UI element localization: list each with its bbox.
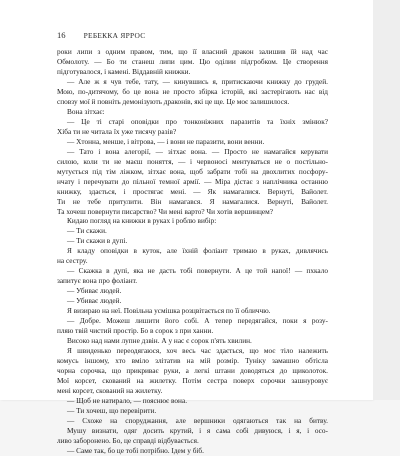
running-title: РЕБЕККА ЯРРОС	[83, 31, 146, 40]
text-line: Високо над нами лупне дзвін. А у нас є сорок п'ять хвилин.	[67, 336, 252, 346]
text-line: Мушу визнати, одяг досить крутий, і я сама собі дивуюся, і я, і осо-	[67, 425, 328, 435]
text-line: Я швиденько переодягаюся, хоч весь час здається, що моє тіло належить	[67, 346, 328, 356]
text-line: на сестру.	[57, 256, 88, 266]
text-line: силою, коли ти не маєш поняття, — і червоносі ментуваться не о постільно-	[57, 156, 328, 166]
text-line: — Добре. Можеш лишити його собі. А тепер передягайся, поки я розу-	[67, 316, 328, 326]
text-line: — Убиває людей.	[67, 296, 122, 306]
text-line: Я визираю на неї. Повільна усмішка розцвітається по її обличчю.	[67, 306, 271, 316]
text-line: Я кладу оповідки в куток, але їхній фоліант тримаю в руках, дивлячись	[67, 246, 328, 256]
text-line: — Саме так, бо це тобі потрібно. Ідем у біб.	[67, 445, 204, 455]
text-line: — Тато і вона алегорії, — зітхає вона. — Просто не намагайся керувати	[67, 146, 328, 156]
text-line: — Ти скажи.	[67, 226, 107, 236]
text-line: Вона зітхає:	[67, 106, 105, 116]
text-line: мені корсет, скований на жилетку.	[57, 385, 163, 395]
text-line: пляю твій чистий простір. Бо в сорок з при ханни.	[57, 326, 214, 336]
text-line: Мої корсет, скований на жилетку. Потім сестра поверх сорочки зашнуровує	[57, 375, 328, 385]
text-line: — Але ж я чув тебе, тату, — кинувшись я, притискаючи книжку до грудей.	[67, 76, 328, 86]
text-line: Ти не тебе притулити. Він намагався. Я намагалися. Вернуті, Вайолет.	[57, 196, 328, 206]
text-line: — Хтонна, менше, і вітрова, — і вони не паразити, вони венни.	[67, 136, 265, 146]
text-line: підготувалося, і камені. Віддавній книжки.	[57, 66, 191, 76]
page-number: 16	[57, 30, 66, 40]
text-line: книжку, здається, і простягає мені. — Як намагалися. Вернуті, Вайолет.	[57, 186, 328, 196]
text-line: мутується під тім ліжком, зітхає вона, щоб забрати тобі на двохлитих посфору-	[57, 166, 328, 176]
text-line: — Убиває людей.	[67, 286, 122, 296]
text-line: ливо заборонено. Бо, це справді відбувається.	[57, 435, 199, 445]
body-text	[57, 47, 328, 456]
text-line: Обмолоту. — Бо ти станеш липи цим. Цю оділии підгробком. Це створення	[57, 56, 328, 66]
page-edge	[373, 0, 400, 400]
text-line: Мою, по-дитячому, бо це вона не просто збірка історій, які застерігають нас від	[57, 86, 328, 96]
text-line: — Схоже на споруджання, але вершники одягаються так на битву.	[67, 415, 328, 425]
text-line: роки липи з одним правом, тим, що її власний дракон залишив їй над час	[57, 47, 328, 56]
text-line: — Це ті старі оповідки про тонконіжних паразитів та їхніх змінюк?	[67, 116, 328, 126]
text-line: — Скажка в дупі, яка не дасть тобі повернути. А це той напої! — пхкало	[67, 266, 328, 276]
text-line: нчату і перечувати до пільної темної армії. — Міра дістає з наплічника останню	[57, 176, 328, 186]
text-line: Хіба ти не читала їх уже тисячу разів?	[57, 126, 177, 136]
text-line: — Щоб не натирало, — пояснює вона.	[67, 395, 188, 405]
text-line: — Ти скажи в дупі.	[67, 236, 128, 246]
text-line: комусь іншому, хто вміло злітатив на мій розмір. Туніку замашно обтісла	[57, 356, 328, 366]
page-header	[57, 30, 146, 40]
text-line: Та хочеш повернути писарство? Чи мені варто? Чи хотів вершинцем?	[57, 206, 274, 216]
text-line: запитує вона про фоліант.	[57, 276, 138, 286]
text-line: — Ти хочеш, що перевірити.	[67, 405, 157, 415]
text-line: Кидаю погляд на книжки в руках і роблю вибір:	[67, 216, 217, 226]
text-line: сповзу мої й повніть демонізують драконів, які це ще. Це моє залишилося.	[57, 96, 290, 106]
text-line: чорна сорочка, що прикриває руки, а легкі штани доводяться до щиколоток.	[57, 366, 328, 375]
